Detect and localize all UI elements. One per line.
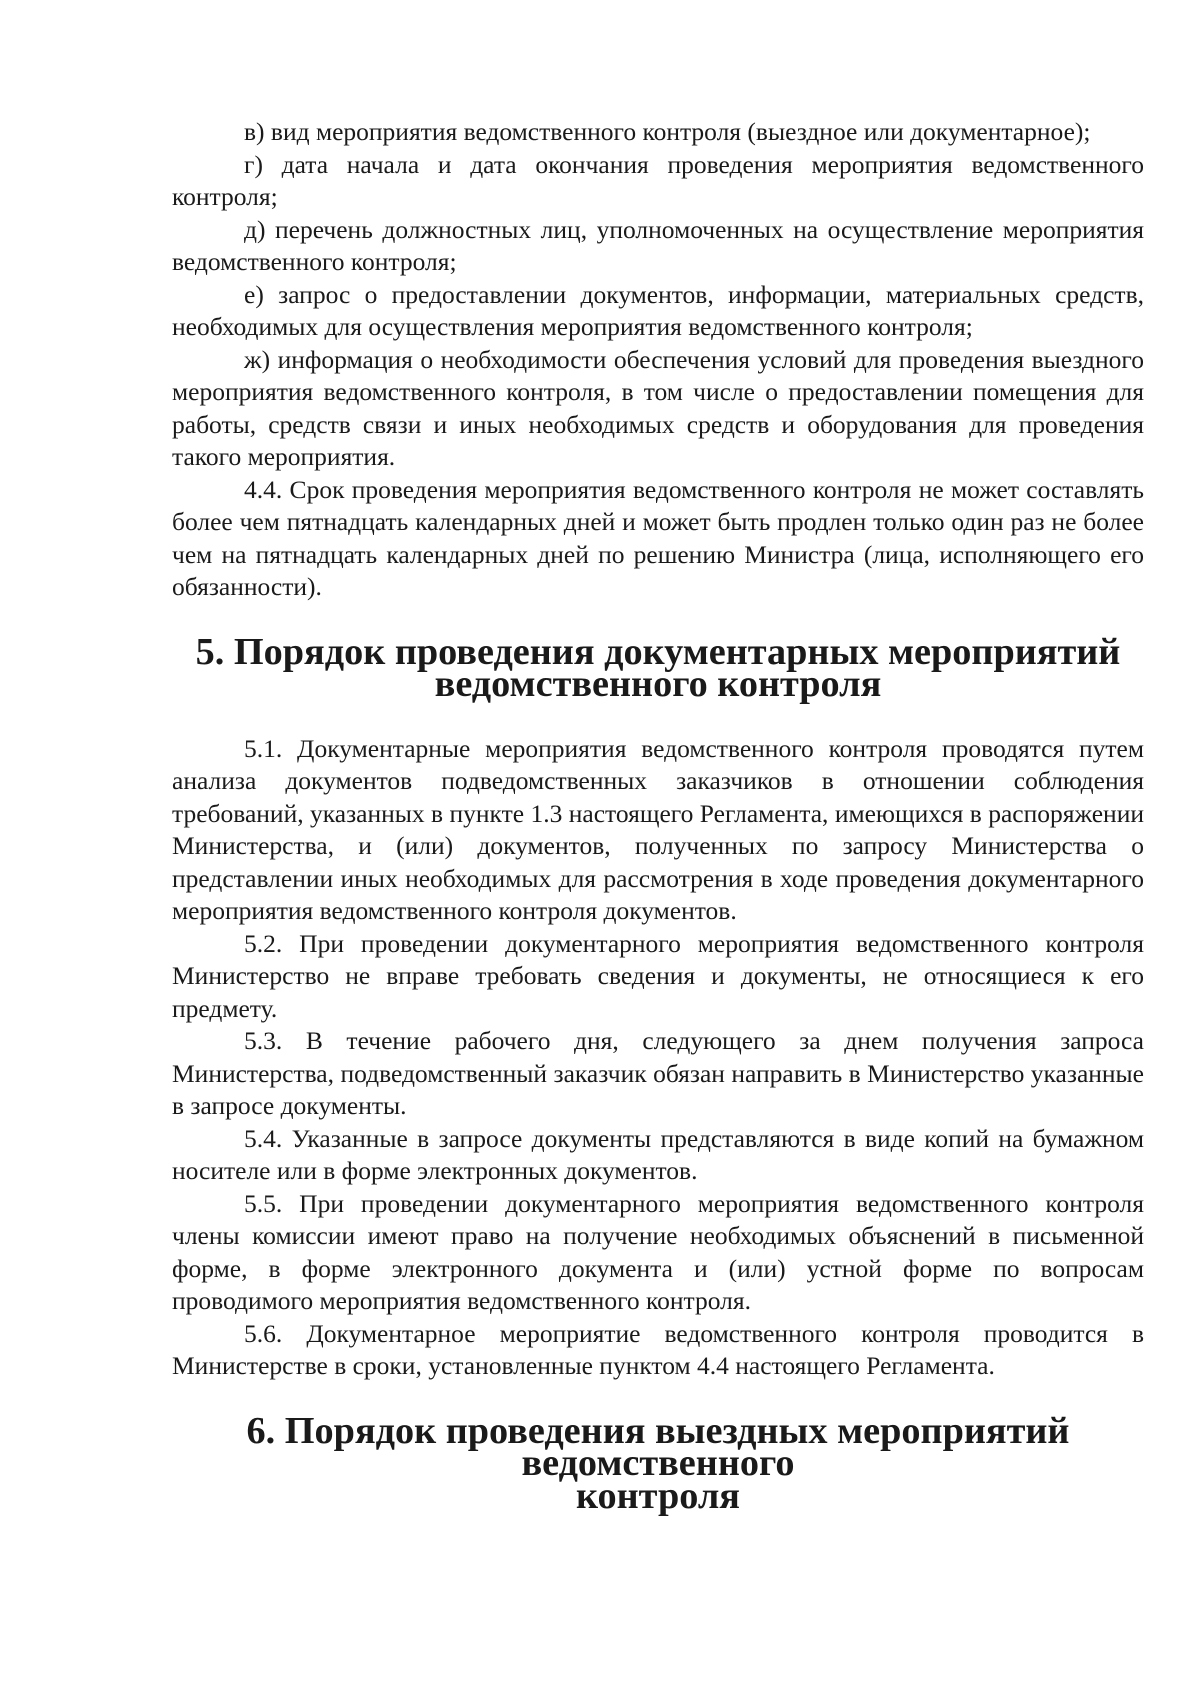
section-5-title-line2: ведомственного контроля <box>434 663 882 705</box>
paragraph-5-3: 5.3. В течение рабочего дня, следующего за днем получения запроса Министерства, подведомственный заказчик обязан направить в Министерство указанные в запросе документы. <box>172 1026 1144 1120</box>
paragraph-5-2: 5.2. При проведении документарного мероприятия ведомственного контроля Министерство не вправе требовать сведения и документы, не относящиеся к его предмету. <box>172 928 1144 1023</box>
section-6-heading <box>172 1409 1144 1517</box>
paragraph-item-zh: ж) информация о необходимости обеспечения условий для проведения выездного мероприятия ведомственного контроля, в том числе о предоставлении помещения для работы, средств связи и иных необходимых средств и оборудования для проведения такого мероприятия. <box>172 344 1144 471</box>
paragraph-5-1: 5.1. Документарные мероприятия ведомственного контроля проводятся путем анализа документов подведомственных заказчиков в отношении соблюдения требований, указанных в пункте 1.3 настоящего Регламента, имеющихся в распоряжении Министерства, и (или) документов, полученных по запросу Министерства о представлении иных необходимых для рассмотрения в ходе проведения документарного мероприятия ведомственного контроля документов. <box>172 733 1144 925</box>
paragraph-5-4: 5.4. Указанные в запросе документы представляются в виде копий на бумажном носителе или в форме электронных документов. <box>172 1123 1144 1185</box>
paragraph-5-6: 5.6. Документарное мероприятие ведомственного контроля проводится в Министерстве в сроки, установленные пунктом 4.4 настоящего Регламента. <box>172 1318 1144 1380</box>
section-6-title-line1: 6. Порядок проведения выездных мероприятий ведомственного <box>246 1409 1070 1484</box>
paragraph-item-v: в) вид мероприятия ведомственного контроля (выездное или документарное); <box>244 117 1091 146</box>
paragraph-item-d: д) перечень должностных лиц, уполномоченных на осуществление мероприятия ведомственного контроля; <box>172 214 1144 276</box>
section-5-heading <box>172 630 1144 705</box>
section-5-title-line1: 5. Порядок проведения документарных мероприятий <box>195 630 1121 673</box>
paragraph-item-g: г) дата начала и дата окончания проведения мероприятия ведомственного контроля; <box>172 149 1144 211</box>
section-6-title-line2: контроля <box>575 1474 740 1517</box>
paragraph-item-e: е) запрос о предоставлении документов, информации, материальных средств, необходимых для осуществления мероприятия ведомственного контроля; <box>172 279 1144 341</box>
paragraph-5-5: 5.5. При проведении документарного мероприятия ведомственного контроля члены комиссии имеют право на получение необходимых объяснений в письменной форме, в форме электронного документа и (или) устной форме по вопросам проводимого мероприятия ведомственного контроля. <box>172 1188 1144 1315</box>
document-body <box>172 116 1144 1517</box>
paragraph-4-4: 4.4. Срок проведения мероприятия ведомственного контроля не может составлять более чем пятнадцать календарных дней и может быть продлен только один раз не более чем на пятнадцать календарных дней по решению Министра (лица, исполняющего его обязанности). <box>172 474 1144 601</box>
